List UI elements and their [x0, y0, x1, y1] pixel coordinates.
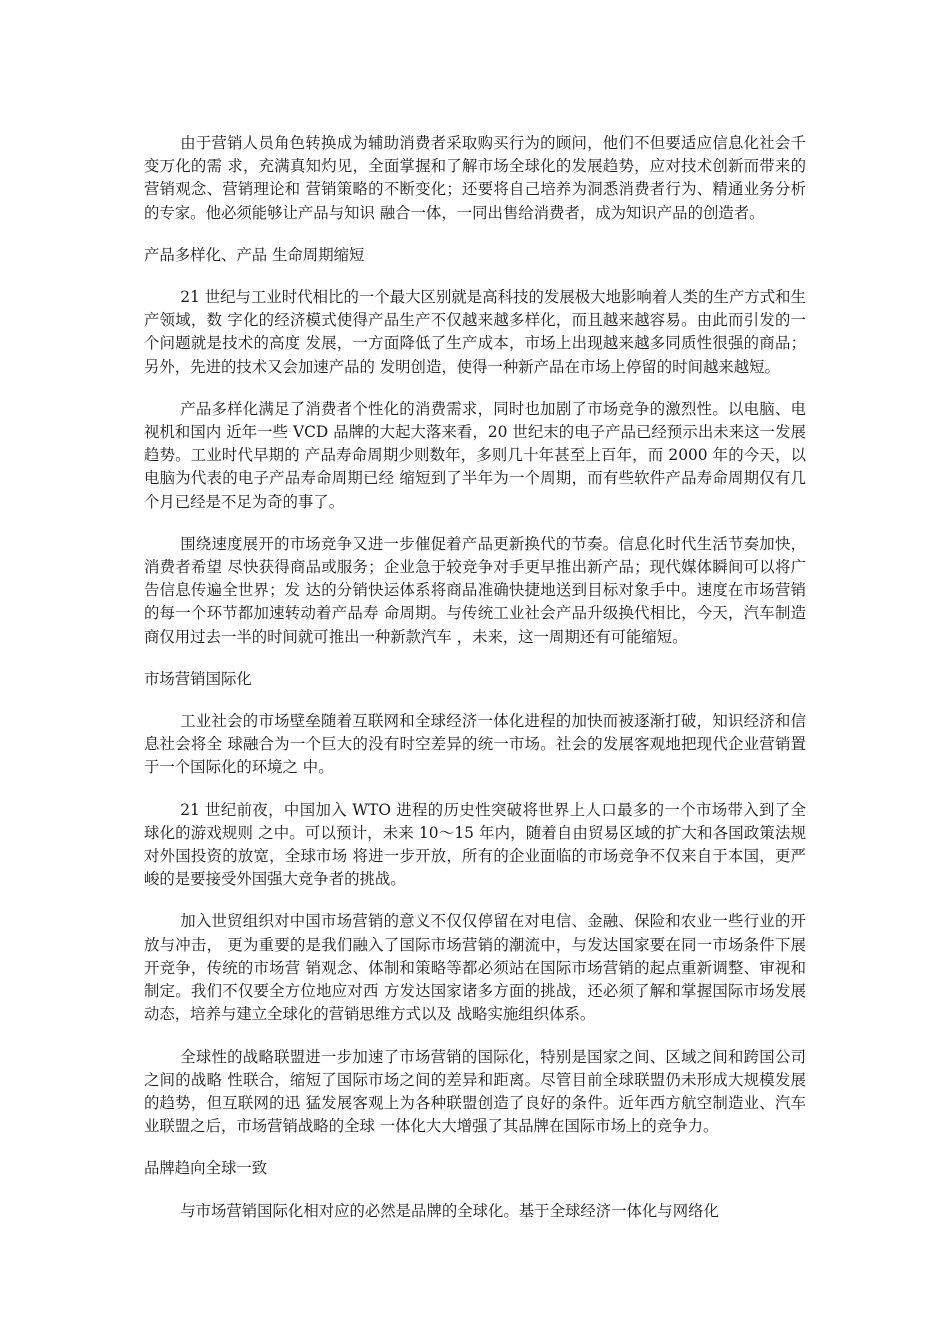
paragraph: 21 世纪与工业时代相比的一个最大区别就是高科技的发展极大地影响着人类的生产方式和生产领域，数 字化的经济模式使得产品生产不仅越来越多样化，而且越来越容易。由此而引发的一个问题就是技术的高度 发展，一方面降低了生产成本，市场上出现越来越多同质性很强的商品；另外，先进的技术又会加速产品的 发明创造，使得一种新产品在市场上停留的时间越来越短。 — [144, 288, 806, 376]
paragraph: 围绕速度展开的市场竞争又进一步催促着产品更新换代的节奏。信息化时代生活节奏加快，消费者希望 尽快获得商品或服务；企业急于较竞争对手更早推出新产品；现代媒体瞬间可以将广告信息传遍全世界；发 达的分销快运体系将商品准确快捷地送到目标对象手中。速度在市场营销的每一个环节都加速转动着产品寿 命周期。与传统工业社会产品升级换代相比，今天，汽车制造商仅用过去一半的时间就可推出一种新款汽车 ，未来，这一周期还有可能缩短。 — [144, 534, 806, 646]
paragraph: 与市场营销国际化相对应的必然是品牌的全球化。基于全球经济一体化与网络化 — [180, 1201, 719, 1220]
paragraph: 由于营销人员角色转换成为辅助消费者采取购买行为的顾问，他们不但要适应信息化社会千变万化的需 求，充满真知灼见，全面掌握和了解市场全球化的发展趋势，应对技术创新而带来的营销观念、营销理论和 营销策略的不断变化；还要将自己培养为洞悉消费者行为、精通业务分析的专家。他必须能够让产品与知识 融合一体，一同出售给消费者，成为知识产品的创造者。 — [144, 134, 806, 222]
paragraph: 工业社会的市场壁垒随着互联网和全球经济一体化进程的加快而被逐渐打破，知识经济和信息社会将全 球融合为一个巨大的没有时空差异的统一市场。社会的发展客观地把现代企业营销置于一个国际化的环境之 中。 — [144, 712, 806, 777]
paragraph: 加入世贸组织对中国市场营销的意义不仅仅停留在对电信、金融、保险和农业一些行业的开放与冲击， 更为重要的是我们融入了国际市场营销的潮流中，与发达国家要在同一市场条件下展开竞争，传统的市场营 销观念、体制和策略等都必须站在国际市场营销的起点重新调整、审视和制定。我们不仅要全方位地应对西 方发达国家诸多方面的挑战，还必须了解和掌握国际市场发展动态，培养与建立全球化的营销思维方式以及 战略实施组织体系。 — [144, 912, 806, 1024]
section-heading: 产品多样化、产品 生命周期缩短 — [144, 245, 365, 264]
paragraph: 全球性的战略联盟进一步加速了市场营销的国际化，特别是国家之间、区域之间和跨国公司之间的战略 性联合，缩短了国际市场之间的差异和距离。尽管目前全球联盟仍未形成大规模发展的趋势，但互联网的迅 猛发展客观上为各种联盟创造了良好的条件。近年西方航空制造业、汽车业联盟之后，市场营销战略的全球 一体化大大增强了其品牌在国际市场上的竞争力。 — [144, 1047, 806, 1136]
paragraph: 产品多样化满足了消费者个性化的消费需求，同时也加剧了市场竞争的激烈性。以电脑、电视机和国内 近年一些 VCD 品牌的大起大落来看，20 世纪末的电子产品已经预示出未来这一发展趋势。工业时代早期的 产品寿命周期少则数年，多则几十年甚至上百年，而 2000 年的今天，以电脑为代表的电子产品寿命周期已经 缩短到了半年为一个周期，而有些软件产品寿命周期仅有几个月已经是不足为奇的事了。 — [144, 399, 806, 511]
section-heading: 市场营销国际化 — [144, 669, 252, 688]
document-body — [144, 132, 806, 1242]
section-heading: 品牌趋向全球一致 — [144, 1159, 268, 1178]
paragraph: 21 世纪前夜，中国加入 WTO 进程的历史性突破将世界上人口最多的一个市场带入到了全球化的游戏规则 之中。可以预计，未来 10～15 年内，随着自由贸易区域的扩大和各国政策法规对外国投资的放宽，全球市场 将进一步开放，所有的企业面临的市场竞争不仅来自于本国，更严峻的是要接受外国强大竞争者的挑战。 — [144, 800, 806, 889]
